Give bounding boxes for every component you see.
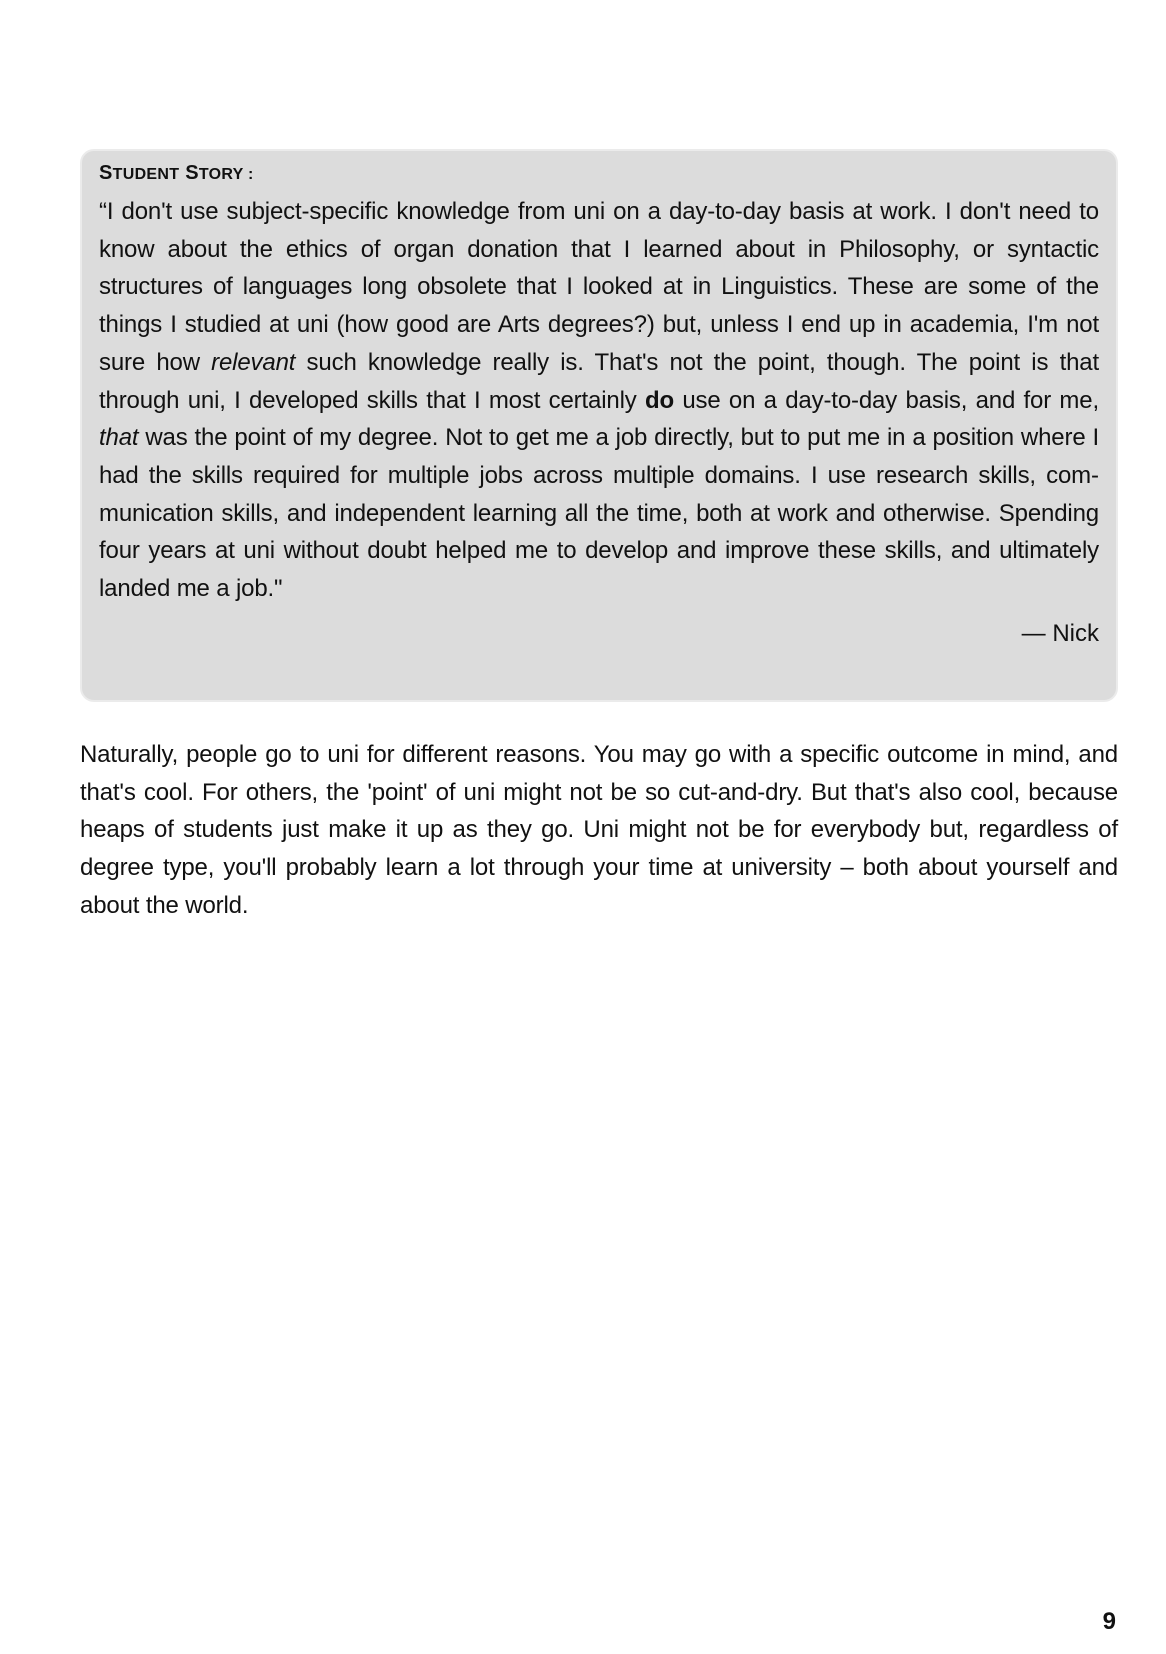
student-story-author: — Nick [1021, 619, 1099, 647]
emphasis-do: do [644, 386, 674, 414]
student-story-box [80, 149, 1118, 702]
student-story-heading: STUDENT STORY : [99, 162, 254, 184]
emphasis-that: that [99, 424, 139, 452]
student-story-quote: “I don't use subject-specific knowledge from uni on a day-to-day basis at work. I don't need to know about the ethics of organ donation that I learned about in Philosophy, or syntactic structures of languages long obsolete that I looked at in Linguistics. These are some of the things I studied at uni (how good are Arts degrees?) but, unless I end up in academia, I'm not sure how relevant such knowledge really is. That's not the point, though. The point is that through uni, I developed skills that I most certainly do use on a day-to-day basis, and for me, that was the point of my degree. Not to get me a job directly, but to put me in a position where I had the skills required for multiple jobs across multiple domains. I use research skills, communication skills, and independent learning all the time, both at work and otherwise. Spending four years at uni without doubt helped me to develop and improve these skills, and ultimately landed me a job." [99, 198, 1099, 603]
emphasis-relevant: relevant [211, 348, 296, 376]
body-paragraph: Naturally, people go to uni for different reasons. You may go with a specific outcome in mind, and that's cool. For others, the 'point' of uni might not be so cut-and-dry. But that's also cool, because heaps of students just make it up as they go. Uni might not be for everybody but, regardless of degree type, you'll probably learn a lot through your time at university – both about yourself and about the world. [80, 741, 1118, 919]
page-number: 9 [1102, 1608, 1116, 1635]
